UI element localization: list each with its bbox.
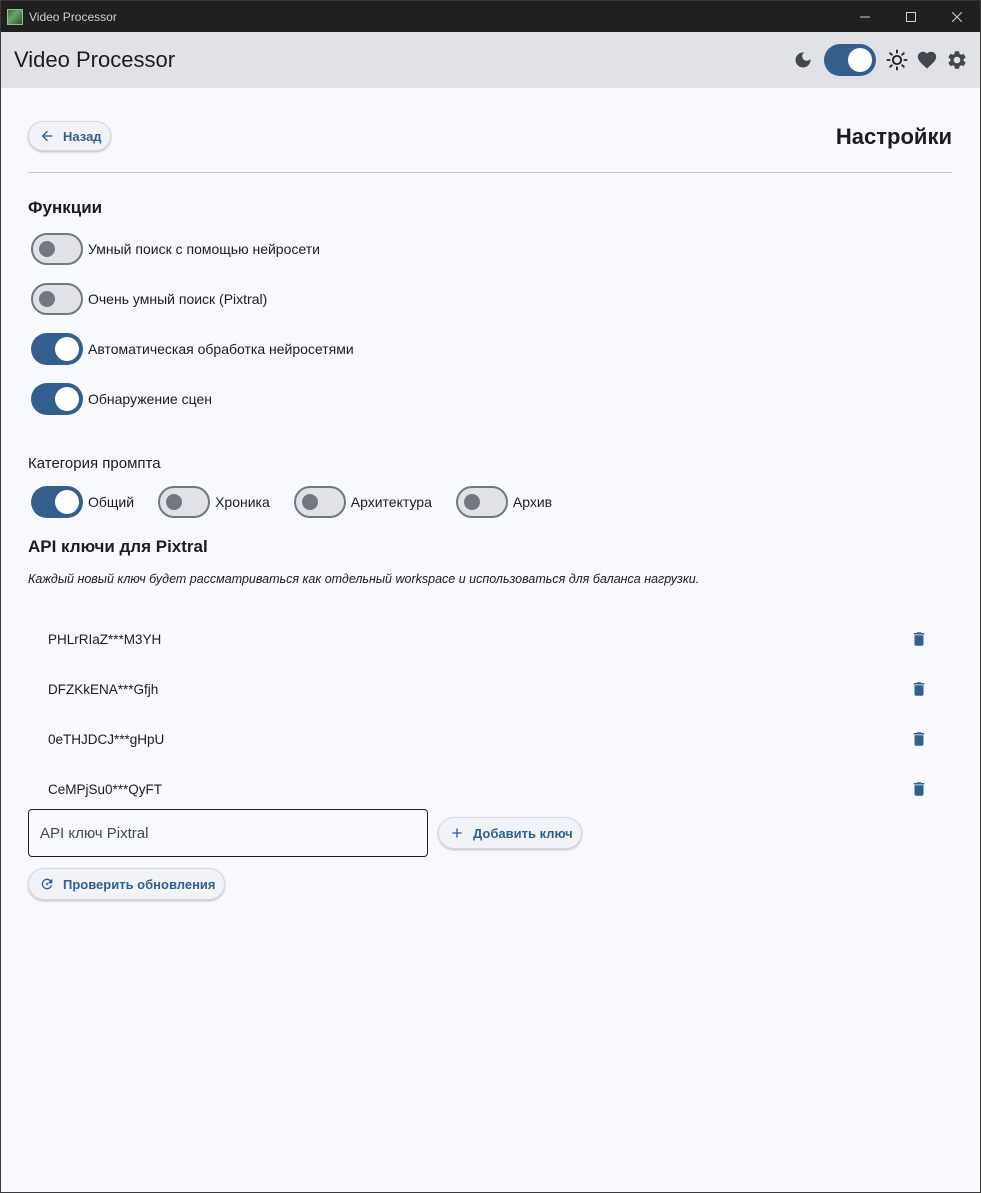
app-bar xyxy=(1,32,980,88)
minimize-icon xyxy=(860,12,870,22)
settings-button[interactable] xyxy=(942,40,972,80)
add-key-button[interactable] xyxy=(438,817,582,849)
back-button-label: Назад xyxy=(63,128,102,144)
category-general-toggle[interactable] xyxy=(31,486,83,518)
category-general-label: Общий xyxy=(88,494,135,510)
delete-icon[interactable] xyxy=(910,729,928,749)
pixtral-search-label: Очень умный поиск (Pixtral) xyxy=(88,291,268,307)
close-icon xyxy=(952,12,962,22)
category-option-chronicle xyxy=(158,486,270,518)
back-button[interactable] xyxy=(28,121,111,151)
minimize-button[interactable] xyxy=(842,1,888,32)
prompt-category-title: Категория промпта xyxy=(28,455,161,472)
api-keys-title: API ключи для Pixtral xyxy=(28,537,208,556)
category-chronicle-label: Хроника xyxy=(215,494,270,510)
app-icon xyxy=(7,9,23,25)
api-key-row xyxy=(48,625,928,653)
scene-detection-toggle[interactable] xyxy=(31,383,83,415)
category-archive-label: Архив xyxy=(512,494,553,510)
feature-row-pixtral-search xyxy=(31,283,267,315)
feature-row-scene-detection xyxy=(31,383,212,415)
heart-icon xyxy=(916,49,938,71)
delete-icon[interactable] xyxy=(910,679,928,699)
gear-icon xyxy=(946,49,968,71)
check-updates-button[interactable] xyxy=(28,868,225,900)
api-keys-note: Каждый новый ключ будет рассматриваться как отдельный workspace и использоваться для баланса нагрузки. xyxy=(28,572,700,586)
pixtral-search-toggle[interactable] xyxy=(31,283,83,315)
close-button[interactable] xyxy=(934,1,980,32)
category-option-archive xyxy=(456,486,552,518)
title-bar xyxy=(1,1,980,32)
category-architecture-label: Архитектура xyxy=(350,494,432,510)
api-key-row xyxy=(48,675,928,703)
window-controls xyxy=(842,1,980,32)
category-architecture-toggle[interactable] xyxy=(294,486,346,518)
feature-row-auto-processing xyxy=(31,333,354,365)
arrow-left-icon xyxy=(39,128,55,144)
add-key-label: Добавить ключ xyxy=(473,825,573,841)
api-key-value: DFZKkENA***Gfjh xyxy=(48,681,159,697)
api-key-value: CeMPjSu0***QyFT xyxy=(48,781,163,797)
page-title: Настройки xyxy=(835,124,952,149)
category-archive-toggle[interactable] xyxy=(456,486,508,518)
api-key-row xyxy=(48,725,928,753)
delete-icon[interactable] xyxy=(910,779,928,799)
category-chronicle-toggle[interactable] xyxy=(158,486,210,518)
light-mode-button[interactable] xyxy=(882,40,912,80)
features-title: Функции xyxy=(28,198,103,217)
api-key-value: 0eTHJDCJ***gHpU xyxy=(48,731,165,747)
moon-icon xyxy=(793,50,813,70)
smart-search-label: Умный поиск с помощью нейросети xyxy=(88,241,320,257)
theme-toggle-knob xyxy=(848,48,872,72)
plus-icon xyxy=(449,825,465,841)
api-key-input[interactable] xyxy=(29,810,427,856)
feature-row-smart-search xyxy=(31,233,320,265)
sun-icon xyxy=(886,49,908,71)
check-updates-label: Проверить обновления xyxy=(63,876,216,892)
api-key-value: PHLrRIaZ***M3YH xyxy=(48,631,162,647)
category-option-general xyxy=(31,486,134,518)
maximize-button[interactable] xyxy=(888,1,934,32)
scene-detection-label: Обнаружение сцен xyxy=(88,391,212,407)
header-divider xyxy=(28,172,952,173)
smart-search-toggle[interactable] xyxy=(31,233,83,265)
maximize-icon xyxy=(906,12,916,22)
auto-processing-toggle[interactable] xyxy=(31,333,83,365)
category-option-architecture xyxy=(294,486,432,518)
auto-processing-label: Автоматическая обработка нейросетями xyxy=(88,341,354,357)
app-title: Video Processor xyxy=(14,47,176,72)
favorites-button[interactable] xyxy=(912,40,942,80)
api-key-row xyxy=(48,775,928,803)
refresh-icon xyxy=(39,876,55,892)
api-key-input-field xyxy=(28,809,428,857)
prompt-category-options xyxy=(31,486,576,518)
delete-icon[interactable] xyxy=(910,629,928,649)
theme-toggle[interactable] xyxy=(824,44,876,76)
appbar-actions xyxy=(788,32,972,88)
window-title: Video Processor xyxy=(29,9,117,24)
dark-mode-button[interactable] xyxy=(788,40,818,80)
